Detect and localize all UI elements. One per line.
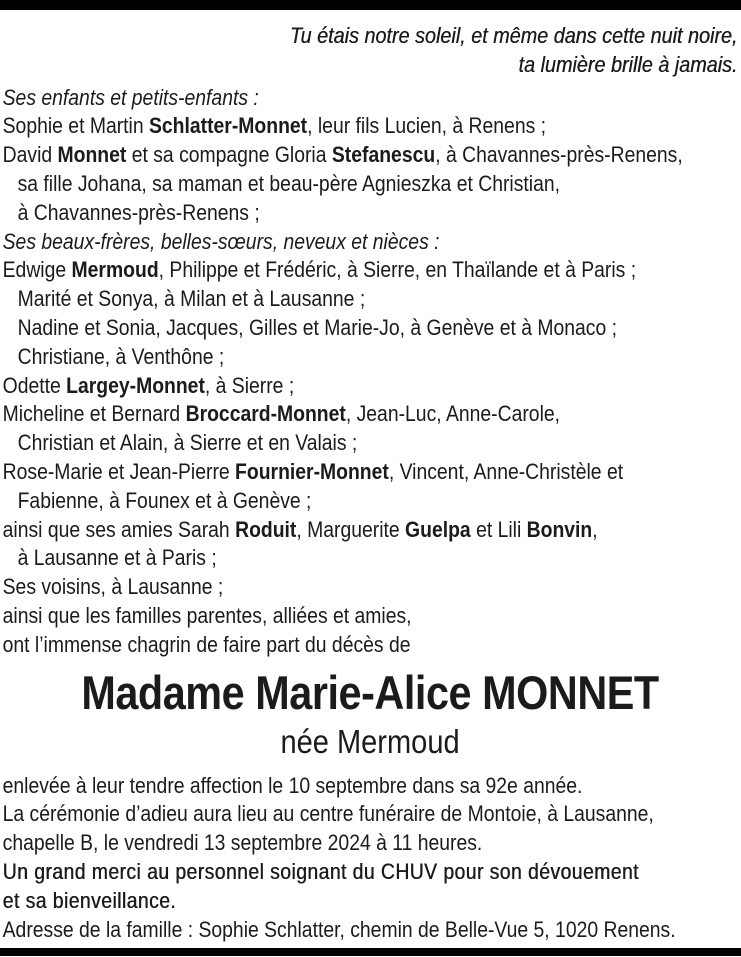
family-name: Monnet [57, 142, 127, 168]
text-segment: La cérémonie d’adieu aura lieu au centre funéraire de Montoie, à Lausanne, [2, 801, 654, 827]
notice-line [3, 858, 738, 887]
notice-line [3, 772, 738, 801]
text-segment: ainsi que ses amies Sarah [2, 516, 236, 542]
text-segment: , [592, 516, 598, 542]
text-segment: Odette [2, 372, 67, 398]
family-name: Mermoud [71, 257, 159, 283]
text-segment: , Marguerite [296, 516, 406, 542]
text-segment: chapelle B, le vendredi 13 septembre 2024 à 11 heures. [2, 830, 483, 856]
family-name: Bonvin [526, 516, 593, 542]
family-name: Broccard-Monnet [185, 401, 346, 427]
family-name: Stefanescu [331, 142, 436, 168]
bottom-border-rule [0, 948, 741, 956]
notice-line [3, 285, 738, 314]
notice-content [0, 10, 741, 944]
notice-line [3, 429, 738, 458]
notice-line [3, 228, 738, 257]
text-segment: Un grand merci au personnel soignant du CHUV pour son dévouement [2, 858, 639, 884]
text-segment: à Lausanne et à Paris ; [17, 545, 217, 571]
notice-line [3, 199, 738, 228]
top-border-rule [0, 0, 741, 10]
text-segment: ainsi que les familles parentes, alliées et amies, [2, 602, 412, 628]
deceased-name: Madame Marie-Alice MONNET [81, 665, 659, 719]
text-segment: et sa compagne Gloria [126, 142, 332, 168]
epitaph-quote-line-1: Tu étais notre soleil, et même dans cette nuit noire, [289, 23, 738, 48]
family-name: Guelpa [405, 516, 471, 542]
family-name: Schlatter-Monnet [148, 113, 308, 139]
notice-line [3, 141, 738, 170]
notice-line [3, 544, 738, 573]
text-segment: Nadine et Sonia, Jacques, Gilles et Marie-Jo, à Genève et à Monaco ; [17, 314, 618, 340]
notice-line [3, 829, 738, 858]
notice-line [3, 112, 738, 141]
text-segment: Fabienne, à Founex et à Genève ; [17, 487, 312, 513]
text-segment: Edwige [2, 257, 72, 283]
text-segment: , à Chavannes-près-Renens, [435, 142, 683, 168]
notice-line [3, 84, 738, 113]
text-segment: Marité et Sonya, à Milan et à Lausanne ; [17, 286, 366, 312]
notice-line [3, 602, 738, 631]
text-segment: Christian et Alain, à Sierre et en Valais ; [17, 430, 358, 456]
text-segment: et sa bienveillance. [2, 887, 177, 913]
text-segment: Adresse de la famille : Sophie Schlatter, chemin de Belle-Vue 5, 1020 Renens. [2, 916, 676, 942]
text-segment: Ses enfants et petits-enfants : [2, 84, 259, 110]
text-segment: Rose-Marie et Jean-Pierre [2, 458, 236, 484]
text-segment: David [2, 142, 58, 168]
text-segment: , à Sierre ; [204, 372, 295, 398]
notice-line [3, 343, 738, 372]
notice-line [3, 887, 738, 916]
text-segment: Ses beaux-frères, belles-sœurs, neveux et nièces : [2, 228, 440, 254]
text-segment: , leur fils Lucien, à Renens ; [307, 113, 547, 139]
family-name: Largey-Monnet [66, 372, 205, 398]
text-segment: Christiane, à Venthône ; [17, 343, 225, 369]
notice-line [3, 170, 738, 199]
epitaph-quote-line-2: ta lumière brille à jamais. [518, 51, 738, 77]
text-segment: , Vincent, Anne-Christèle et [388, 458, 624, 484]
notice-line [3, 800, 738, 829]
notice-line [3, 372, 738, 401]
notice-line [3, 916, 738, 945]
text-segment: , Jean-Luc, Anne-Carole, [345, 401, 561, 427]
notice-line [3, 487, 738, 516]
text-segment: , Philippe et Frédéric, à Sierre, en Thaïlande et à Paris ; [158, 257, 637, 283]
family-name: Roduit [235, 516, 297, 542]
announcement-details [3, 772, 738, 945]
text-segment: Micheline et Bernard [2, 401, 186, 427]
text-segment: sa fille Johana, sa maman et beau-père Agnieszka et Christian, [17, 170, 560, 196]
text-segment: Sophie et Martin [2, 113, 149, 139]
notice-line [3, 631, 738, 660]
text-segment: à Chavannes-près-Renens ; [17, 199, 260, 225]
family-list [3, 84, 738, 660]
text-segment: Ses voisins, à Lausanne ; [2, 574, 224, 600]
text-segment: et Lili [470, 516, 527, 542]
family-name: Fournier-Monnet [235, 458, 389, 484]
notice-line [3, 458, 738, 487]
text-segment: ont l’immense chagrin de faire part du décès de [2, 631, 411, 657]
epitaph-quote [3, 22, 738, 80]
notice-line [3, 573, 738, 602]
notice-line [3, 314, 738, 343]
maiden-name: née Mermoud [280, 722, 460, 760]
text-segment: enlevée à leur tendre affection le 10 septembre dans sa 92e année. [2, 772, 583, 798]
notice-line [3, 516, 738, 545]
notice-line [3, 256, 738, 285]
notice-line [3, 400, 738, 429]
